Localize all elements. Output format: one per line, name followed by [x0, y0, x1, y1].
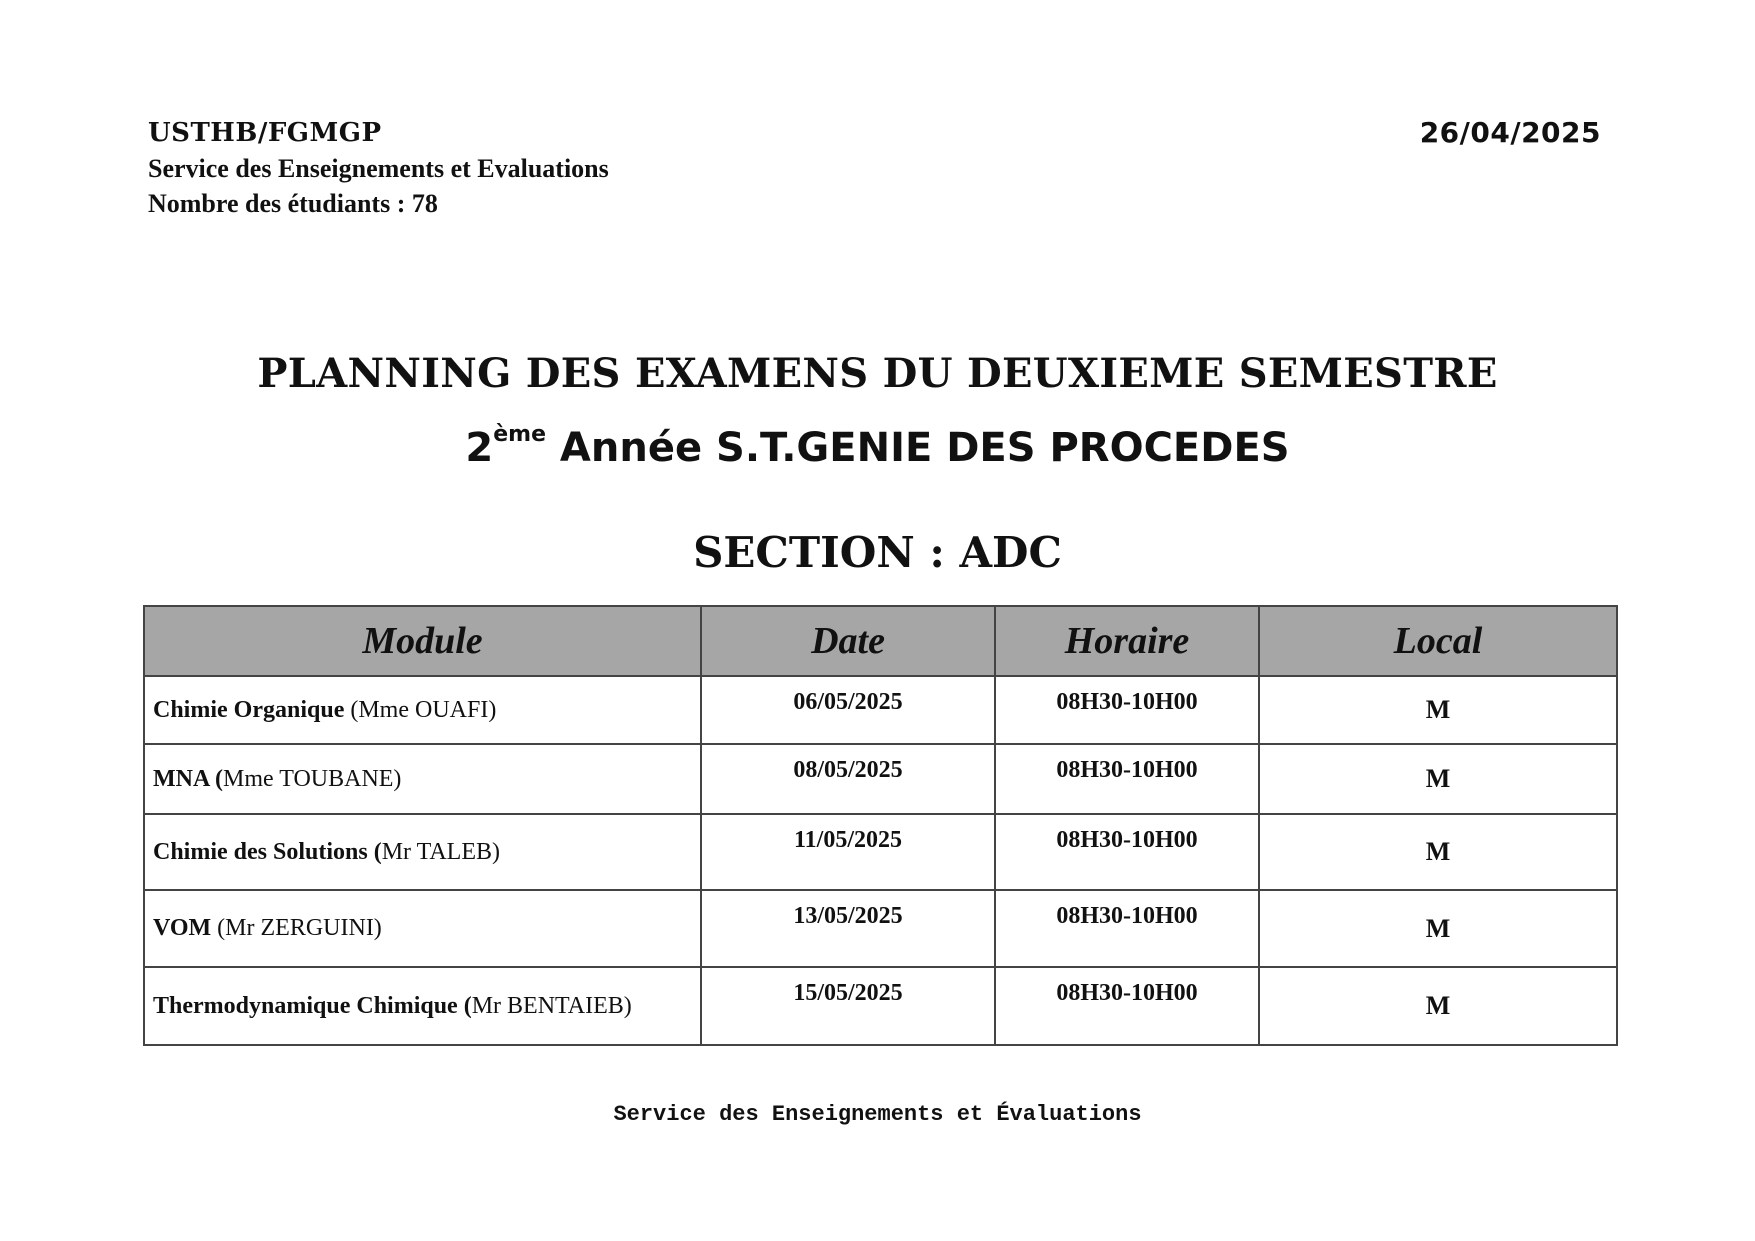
module-cell	[144, 814, 701, 890]
service-name: Service des Enseignements et Evaluations	[148, 154, 609, 183]
document-date: 26/04/2025	[1419, 116, 1601, 149]
module-cell	[144, 744, 701, 814]
column-header-module: Module	[144, 606, 701, 676]
date-cell: 13/05/2025	[701, 890, 995, 967]
year-number: 2	[465, 425, 494, 471]
module-cell	[144, 967, 701, 1045]
module-professor: Mr TALEB)	[381, 838, 500, 865]
local-cell: M	[1259, 967, 1617, 1045]
table-row	[144, 744, 1617, 814]
module-cell	[144, 676, 701, 744]
date-cell: 11/05/2025	[701, 814, 995, 890]
module-cell	[144, 890, 701, 967]
table-row	[144, 890, 1617, 967]
date-cell: 06/05/2025	[701, 676, 995, 744]
date-cell: 15/05/2025	[701, 967, 995, 1045]
organization-name: USTHB/FGMGP	[148, 118, 382, 148]
module-name: Chimie des Solutions (	[153, 838, 382, 865]
year-program: Année S.T.GENIE DES PROCEDES	[546, 425, 1290, 471]
column-header-local: Local	[1259, 606, 1617, 676]
local-cell: M	[1259, 676, 1617, 744]
local-cell: M	[1259, 744, 1617, 814]
time-cell: 08H30-10H00	[995, 676, 1259, 744]
module-professor: Mme TOUBANE)	[222, 765, 402, 792]
local-cell: M	[1259, 814, 1617, 890]
year-title	[0, 422, 1755, 471]
table-header-row	[144, 606, 1617, 676]
time-cell: 08H30-10H00	[995, 814, 1259, 890]
module-professor: (Mme OUAFI)	[344, 696, 497, 723]
students-count: Nombre des étudiants : 78	[148, 189, 438, 218]
time-cell: 08H30-10H00	[995, 890, 1259, 967]
module-professor: (Mr ZERGUINI)	[211, 915, 382, 941]
section-title: SECTION : ADC	[693, 528, 1062, 577]
module-name: Thermodynamique Chimique (	[153, 992, 472, 1019]
column-header-date: Date	[701, 606, 995, 676]
header-info	[148, 116, 609, 221]
exam-schedule-table	[143, 605, 1618, 1046]
time-cell: 08H30-10H00	[995, 967, 1259, 1045]
year-suffix: ème	[493, 422, 546, 447]
table-row	[144, 967, 1617, 1045]
local-cell: M	[1259, 890, 1617, 967]
planning-title: PLANNING DES EXAMENS DU DEUXIEME SEMESTRE	[257, 350, 1498, 397]
date-cell: 08/05/2025	[701, 744, 995, 814]
column-header-horaire: Horaire	[995, 606, 1259, 676]
module-name: MNA (	[153, 765, 223, 792]
time-cell: 08H30-10H00	[995, 744, 1259, 814]
table-row	[144, 814, 1617, 890]
table-row	[144, 676, 1617, 744]
footer-signature: Service des Enseignements et Évaluations	[613, 1102, 1142, 1127]
module-name: Chimie Organique	[153, 696, 345, 723]
module-name: VOM	[153, 915, 212, 941]
module-professor: Mr BENTAIEB)	[471, 992, 632, 1019]
